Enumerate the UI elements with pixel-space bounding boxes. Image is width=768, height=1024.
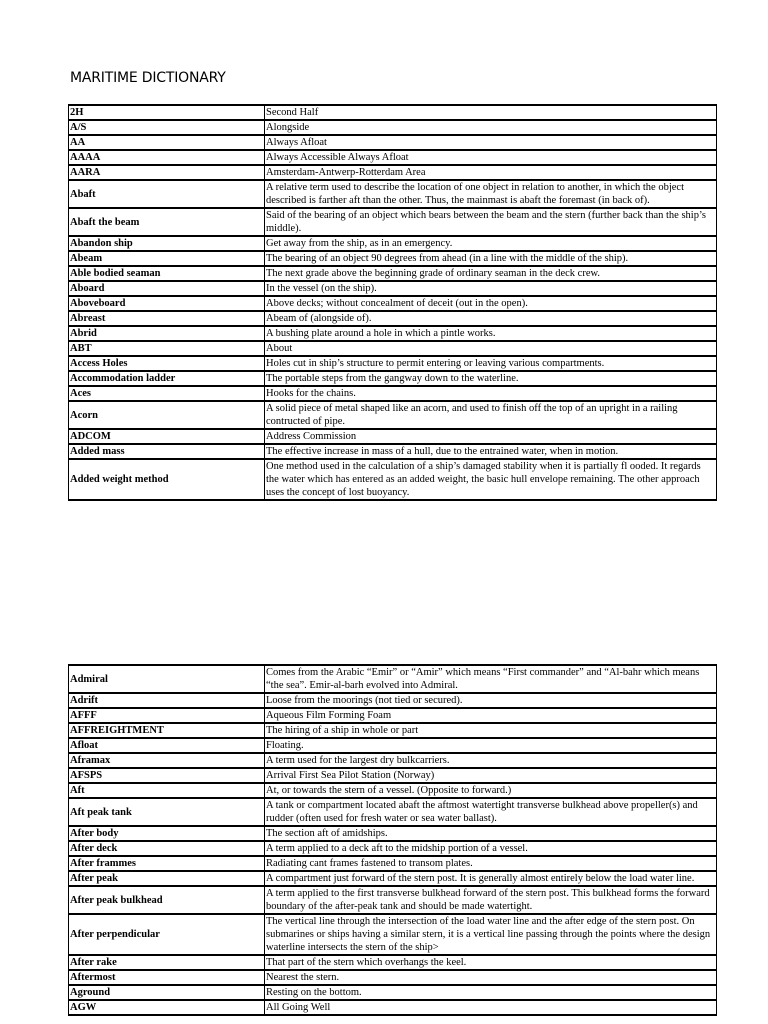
definition-cell: One method used in the calculation of a ship’s damaged stability when it is partially fl ooded. It regards the water which has entered as an added weight, the basic hull envelope remaining. The other approach uses the concept of lost buoyancy.: [265, 459, 717, 500]
term-cell: Aground: [69, 985, 265, 1000]
table-row: [69, 341, 717, 356]
table-row: [69, 783, 717, 798]
term-cell: Abreast: [69, 311, 265, 326]
table-row: [69, 955, 717, 970]
definition-cell: That part of the stern which overhangs the keel.: [265, 955, 717, 970]
table-row: [69, 693, 717, 708]
table-row: [69, 738, 717, 753]
term-cell: Acorn: [69, 401, 265, 429]
term-cell: Aft peak tank: [69, 798, 265, 826]
dictionary-table-1: [68, 104, 717, 501]
table-row: [69, 970, 717, 985]
term-cell: After deck: [69, 841, 265, 856]
definition-cell: A tank or compartment located abaft the aftmost watertight transverse bulkhead above propeller(s) and rudder (often used for fresh water or sea water ballast).: [265, 798, 717, 826]
table-row: [69, 444, 717, 459]
term-cell: After perpendicular: [69, 914, 265, 955]
term-cell: Accommodation ladder: [69, 371, 265, 386]
table-row: [69, 886, 717, 914]
definition-cell: A bushing plate around a hole in which a pintle works.: [265, 326, 717, 341]
table-row: [69, 150, 717, 165]
definition-cell: Arrival First Sea Pilot Station (Norway): [265, 768, 717, 783]
table-row: [69, 914, 717, 955]
term-cell: Admiral: [69, 665, 265, 693]
table-row: [69, 251, 717, 266]
table-row: [69, 208, 717, 236]
term-cell: After peak: [69, 871, 265, 886]
term-cell: AAAA: [69, 150, 265, 165]
term-cell: Abandon ship: [69, 236, 265, 251]
term-cell: Aces: [69, 386, 265, 401]
table-row: [69, 180, 717, 208]
definition-cell: Get away from the ship, as in an emergency.: [265, 236, 717, 251]
term-cell: Aboveboard: [69, 296, 265, 311]
definition-cell: A term used for the largest dry bulkcarriers.: [265, 753, 717, 768]
term-cell: A/S: [69, 120, 265, 135]
definition-cell: Holes cut in ship’s structure to permit entering or leaving various compartments.: [265, 356, 717, 371]
table-row: [69, 856, 717, 871]
term-cell: Abeam: [69, 251, 265, 266]
definition-cell: Second Half: [265, 105, 717, 120]
table-row: [69, 459, 717, 500]
table-row: [69, 165, 717, 180]
term-cell: Able bodied seaman: [69, 266, 265, 281]
definition-cell: All Going Well: [265, 1000, 717, 1015]
term-cell: After rake: [69, 955, 265, 970]
definition-cell: Aqueous Film Forming Foam: [265, 708, 717, 723]
term-cell: Aft: [69, 783, 265, 798]
definition-cell: Radiating cant frames fastened to transom plates.: [265, 856, 717, 871]
definition-cell: Comes from the Arabic “Emir” or “Amir” which means “First commander” and “Al-bahr which means “the sea”. Emir-al-barh evolved into Admiral.: [265, 665, 717, 693]
term-cell: AFFF: [69, 708, 265, 723]
definition-cell: Hooks for the chains.: [265, 386, 717, 401]
table-row: [69, 386, 717, 401]
definition-cell: Amsterdam-Antwerp-Rotterdam Area: [265, 165, 717, 180]
term-cell: Aboard: [69, 281, 265, 296]
term-cell: Afloat: [69, 738, 265, 753]
definition-cell: Said of the bearing of an object which bears between the beam and the stern (further back than the ship’s middle).: [265, 208, 717, 236]
table-row: [69, 356, 717, 371]
term-cell: Adrift: [69, 693, 265, 708]
definition-cell: A compartment just forward of the stern post. It is generally almost entirely below the load water line.: [265, 871, 717, 886]
term-cell: After frammes: [69, 856, 265, 871]
definition-cell: A term applied to a deck aft to the midship portion of a vessel.: [265, 841, 717, 856]
term-cell: After peak bulkhead: [69, 886, 265, 914]
table-row: [69, 826, 717, 841]
definition-cell: The section aft of amidships.: [265, 826, 717, 841]
definition-cell: About: [265, 341, 717, 356]
table-row: [69, 753, 717, 768]
definition-cell: Always Afloat: [265, 135, 717, 150]
table-row: [69, 708, 717, 723]
table-row: [69, 236, 717, 251]
table-row: [69, 326, 717, 341]
table-row: [69, 401, 717, 429]
table-row: [69, 371, 717, 386]
term-cell: Access Holes: [69, 356, 265, 371]
table-row: [69, 841, 717, 856]
table-row: [69, 1000, 717, 1015]
table-row: [69, 723, 717, 738]
term-cell: 2H: [69, 105, 265, 120]
term-cell: After body: [69, 826, 265, 841]
term-cell: Abrid: [69, 326, 265, 341]
table-row: [69, 120, 717, 135]
definition-cell: The bearing of an object 90 degrees from ahead (in a line with the middle of the ship).: [265, 251, 717, 266]
table-row: [69, 281, 717, 296]
term-cell: Aframax: [69, 753, 265, 768]
definition-cell: Nearest the stern.: [265, 970, 717, 985]
dictionary-table-2: [68, 664, 717, 1016]
definition-cell: In the vessel (on the ship).: [265, 281, 717, 296]
definition-cell: The hiring of a ship in whole or part: [265, 723, 717, 738]
term-cell: Added weight method: [69, 459, 265, 500]
table-row: [69, 105, 717, 120]
table-row: [69, 266, 717, 281]
definition-cell: A relative term used to describe the location of one object in relation to another, in which the object described is farther aft than the other. Thus, the mainmast is abaft the foremast (in back of).: [265, 180, 717, 208]
page-title: MARITIME DICTIONARY: [70, 70, 226, 86]
term-cell: AARA: [69, 165, 265, 180]
table-row: [69, 768, 717, 783]
definition-cell: Above decks; without concealment of deceit (out in the open).: [265, 296, 717, 311]
term-cell: AGW: [69, 1000, 265, 1015]
definition-cell: Loose from the moorings (not tied or secured).: [265, 693, 717, 708]
term-cell: ADCOM: [69, 429, 265, 444]
definition-cell: A term applied to the first transverse bulkhead forward of the stern post. This bulkhead forms the forward boundary of the after-peak tank and should be made watertight.: [265, 886, 717, 914]
table-row: [69, 665, 717, 693]
definition-cell: The portable steps from the gangway down to the waterline.: [265, 371, 717, 386]
term-cell: Abaft: [69, 180, 265, 208]
definition-cell: At, or towards the stern of a vessel. (Opposite to forward.): [265, 783, 717, 798]
table-row: [69, 135, 717, 150]
table-row: [69, 798, 717, 826]
definition-cell: The vertical line through the intersection of the load water line and the after edge of the stern post. On submarines or ships having a similar stern, it is a vertical line passing through the points where the design waterline intersects the stern of the ship>: [265, 914, 717, 955]
term-cell: AFFREIGHTMENT: [69, 723, 265, 738]
definition-cell: Abeam of (alongside of).: [265, 311, 717, 326]
term-cell: ABT: [69, 341, 265, 356]
definition-cell: Always Accessible Always Afloat: [265, 150, 717, 165]
definition-cell: Alongside: [265, 120, 717, 135]
table-row: [69, 871, 717, 886]
term-cell: Added mass: [69, 444, 265, 459]
table-body-1: [69, 105, 717, 500]
table-row: [69, 311, 717, 326]
definition-cell: The effective increase in mass of a hull, due to the entrained water, when in motion.: [265, 444, 717, 459]
table-body-2: [69, 665, 717, 1015]
table-row: [69, 985, 717, 1000]
term-cell: Abaft the beam: [69, 208, 265, 236]
definition-cell: The next grade above the beginning grade of ordinary seaman in the deck crew.: [265, 266, 717, 281]
term-cell: AA: [69, 135, 265, 150]
definition-cell: A solid piece of metal shaped like an acorn, and used to finish off the top of an upright in a railing contructed of pipe.: [265, 401, 717, 429]
definition-cell: Resting on the bottom.: [265, 985, 717, 1000]
term-cell: Aftermost: [69, 970, 265, 985]
table-row: [69, 429, 717, 444]
definition-cell: Address Commission: [265, 429, 717, 444]
term-cell: AFSPS: [69, 768, 265, 783]
table-row: [69, 296, 717, 311]
definition-cell: Floating.: [265, 738, 717, 753]
